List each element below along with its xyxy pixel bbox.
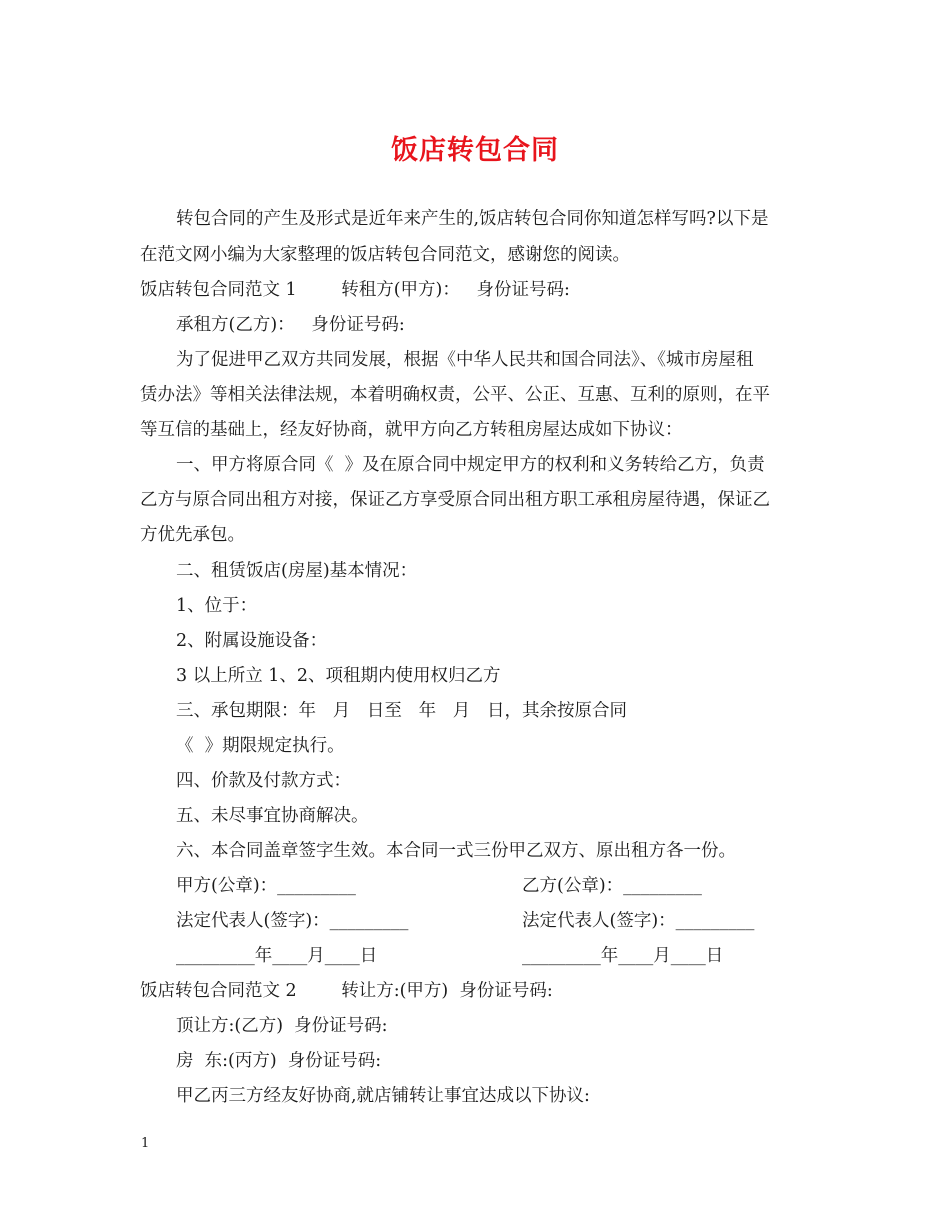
sample2-agreement: 甲乙丙三方经友好协商,就店铺转让事宜达成以下协议: xyxy=(176,1086,590,1106)
sign-party-b-seal: 乙方(公章)：_________ xyxy=(522,876,702,896)
clause4: 四、价款及付款方式： xyxy=(176,771,351,791)
sample2-heading: 饭店转包合同范文 2 转让方:(甲方) 身份证号码: xyxy=(140,981,553,1001)
intro-line-2: 在范文网小编为大家整理的饭店转包合同范文，感谢您的阅读。 xyxy=(140,245,630,265)
document-title: 饭店转包合同 xyxy=(391,135,559,166)
clause1-line-1: 一、甲方将原合同《 》及在原合同中规定甲方的权利和义务转给乙方，负责 xyxy=(176,455,765,475)
clause5: 五、未尽事宜协商解决。 xyxy=(176,806,369,826)
sample1-heading: 饭店转包合同范文 1 转租方(甲方)： 身份证号码: xyxy=(140,280,570,300)
sign-party-a-date: _________年____月____日 xyxy=(176,946,378,966)
intro-line-1: 转包合同的产生及形式是近年来产生的,饭店转包合同你知道怎样写吗?以下是 xyxy=(176,209,769,229)
clause3-line-1: 三、承包期限：年 月 日至 年 月 日，其余按原合同 xyxy=(176,701,627,721)
sample2-landlord: 房 东:(丙方) 身份证号码: xyxy=(176,1051,382,1071)
sample2-party-b: 顶让方:(乙方) 身份证号码: xyxy=(176,1016,388,1036)
sample1-preamble-3: 等互信的基础上，经友好协商，就甲方向乙方转租房屋达成如下协议： xyxy=(140,420,683,440)
clause2-item-2: 2、附属设施设备： xyxy=(176,631,328,651)
sign-party-b-date: _________年____月____日 xyxy=(522,946,724,966)
sample1-party-b: 承租方(乙方)： 身份证号码: xyxy=(176,315,405,335)
page-number: 1 xyxy=(141,1136,150,1151)
clause1-line-2: 乙方与原合同出租方对接，保证乙方享受原合同出租方职工承租房屋待遇，保证乙 xyxy=(140,490,770,510)
sample1-preamble-1: 为了促进甲乙双方共同发展，根据《中华人民共和国合同法》、《城市房屋租 xyxy=(176,350,754,370)
clause1-line-3: 方优先承包。 xyxy=(140,525,245,545)
clause2-title: 二、租赁饭店(房屋)基本情况： xyxy=(176,561,418,581)
clause2-item-3: 3 以上所立 1、2、项租期内使用权归乙方 xyxy=(176,666,501,686)
clause6: 六、本合同盖章签字生效。本合同一式三份甲乙双方、原出租方各一份。 xyxy=(176,841,736,861)
sample1-preamble-2: 赁办法》等相关法律法规，本着明确权责，公平、公正、互惠、互利的原则，在平 xyxy=(140,385,770,405)
sign-party-b-rep: 法定代表人(签字)：_________ xyxy=(522,911,755,931)
sign-party-a-rep: 法定代表人(签字)：_________ xyxy=(176,911,409,931)
clause2-item-1: 1、位于： xyxy=(176,596,258,616)
sign-party-a-seal: 甲方(公章)：_________ xyxy=(176,876,356,896)
clause3-line-2: 《 》期限规定执行。 xyxy=(176,736,345,756)
